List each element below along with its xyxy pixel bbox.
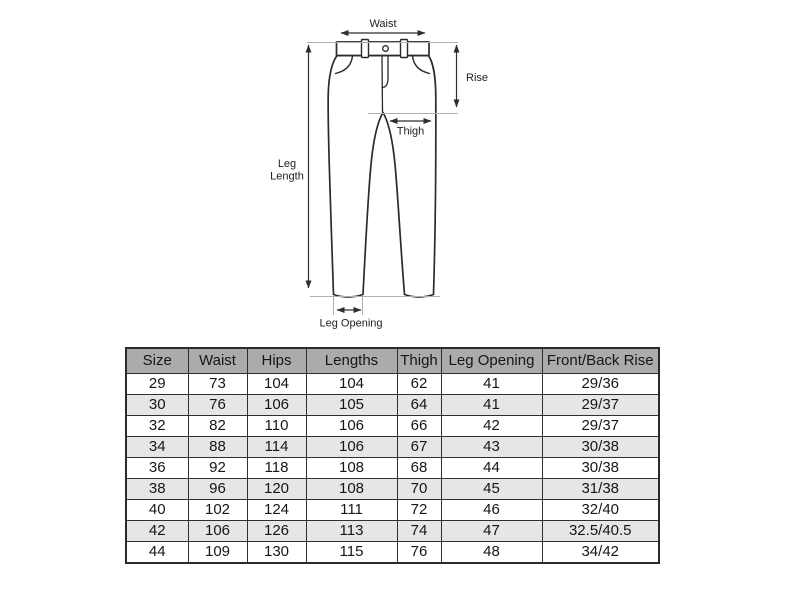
table-cell: 76: [397, 542, 441, 564]
table-cell: 108: [306, 479, 397, 500]
table-cell: 102: [188, 500, 247, 521]
table-cell: 31/38: [542, 479, 659, 500]
table-cell: 74: [397, 521, 441, 542]
table-cell: 48: [441, 542, 542, 564]
table-cell: 34: [126, 437, 188, 458]
table-row: [126, 374, 659, 395]
table-row: [126, 416, 659, 437]
table-cell: 29/37: [542, 395, 659, 416]
leg-length-label-line1: Leg: [277, 158, 297, 170]
table-header-row: [126, 348, 659, 374]
column-header: Front/Back Rise: [542, 348, 659, 374]
table-cell: 29: [126, 374, 188, 395]
table-cell: 46: [441, 500, 542, 521]
column-header: Leg Opening: [441, 348, 542, 374]
column-header: Thigh: [397, 348, 441, 374]
table-cell: 43: [441, 437, 542, 458]
table-row: [126, 500, 659, 521]
table-row: [126, 437, 659, 458]
table-cell: 32/40: [542, 500, 659, 521]
table-row: [126, 479, 659, 500]
table-cell: 34/42: [542, 542, 659, 564]
size-chart-table: [125, 347, 660, 564]
table-cell: 110: [247, 416, 306, 437]
table-cell: 44: [126, 542, 188, 564]
table-cell: 30/38: [542, 458, 659, 479]
table-cell: 113: [306, 521, 397, 542]
table-cell: 109: [188, 542, 247, 564]
table-cell: 68: [397, 458, 441, 479]
table-cell: 73: [188, 374, 247, 395]
table-cell: 82: [188, 416, 247, 437]
pants-outline: [328, 40, 436, 298]
table-cell: 66: [397, 416, 441, 437]
table-cell: 42: [126, 521, 188, 542]
fly-center-seam: [382, 56, 383, 112]
table-cell: 105: [306, 395, 397, 416]
table-cell: 40: [126, 500, 188, 521]
table-cell: 29/36: [542, 374, 659, 395]
table-cell: 108: [306, 458, 397, 479]
column-header: Size: [126, 348, 188, 374]
table-cell: 106: [247, 395, 306, 416]
table-cell: 41: [441, 374, 542, 395]
table-cell: 44: [441, 458, 542, 479]
table-row: [126, 458, 659, 479]
table-cell: 88: [188, 437, 247, 458]
table-row: [126, 521, 659, 542]
table-row: [126, 542, 659, 564]
table-cell: 104: [306, 374, 397, 395]
leg-opening-label: Leg Opening: [319, 317, 383, 330]
table-cell: 130: [247, 542, 306, 564]
table-cell: 92: [188, 458, 247, 479]
column-header: Waist: [188, 348, 247, 374]
table-cell: 118: [247, 458, 306, 479]
waist-button: [383, 46, 389, 52]
table-cell: 72: [397, 500, 441, 521]
thigh-label: Thigh: [396, 125, 425, 138]
table-cell: 30/38: [542, 437, 659, 458]
table-cell: 67: [397, 437, 441, 458]
table-cell: 30: [126, 395, 188, 416]
waist-label: Waist: [369, 18, 397, 30]
column-header: Lengths: [306, 348, 397, 374]
table-cell: 47: [441, 521, 542, 542]
table-cell: 29/37: [542, 416, 659, 437]
table-cell: 96: [188, 479, 247, 500]
table-row: [126, 395, 659, 416]
rise-label: Rise: [466, 72, 489, 84]
table-cell: 64: [397, 395, 441, 416]
table-cell: 104: [247, 374, 306, 395]
table-cell: 126: [247, 521, 306, 542]
table-cell: 32: [126, 416, 188, 437]
table-cell: 45: [441, 479, 542, 500]
table-cell: 114: [247, 437, 306, 458]
table-cell: 111: [306, 500, 397, 521]
table-cell: 41: [441, 395, 542, 416]
column-header: Hips: [247, 348, 306, 374]
table-cell: 124: [247, 500, 306, 521]
table-cell: 42: [441, 416, 542, 437]
table-cell: 36: [126, 458, 188, 479]
table-cell: 115: [306, 542, 397, 564]
table-cell: 120: [247, 479, 306, 500]
table-cell: 32.5/40.5: [542, 521, 659, 542]
table-cell: 70: [397, 479, 441, 500]
table-cell: 106: [306, 437, 397, 458]
table-cell: 38: [126, 479, 188, 500]
table-cell: 106: [306, 416, 397, 437]
leg-length-label-line2: Length: [270, 170, 304, 183]
table-cell: 106: [188, 521, 247, 542]
table-cell: 76: [188, 395, 247, 416]
size-table-body: [126, 374, 659, 564]
table-cell: 62: [397, 374, 441, 395]
